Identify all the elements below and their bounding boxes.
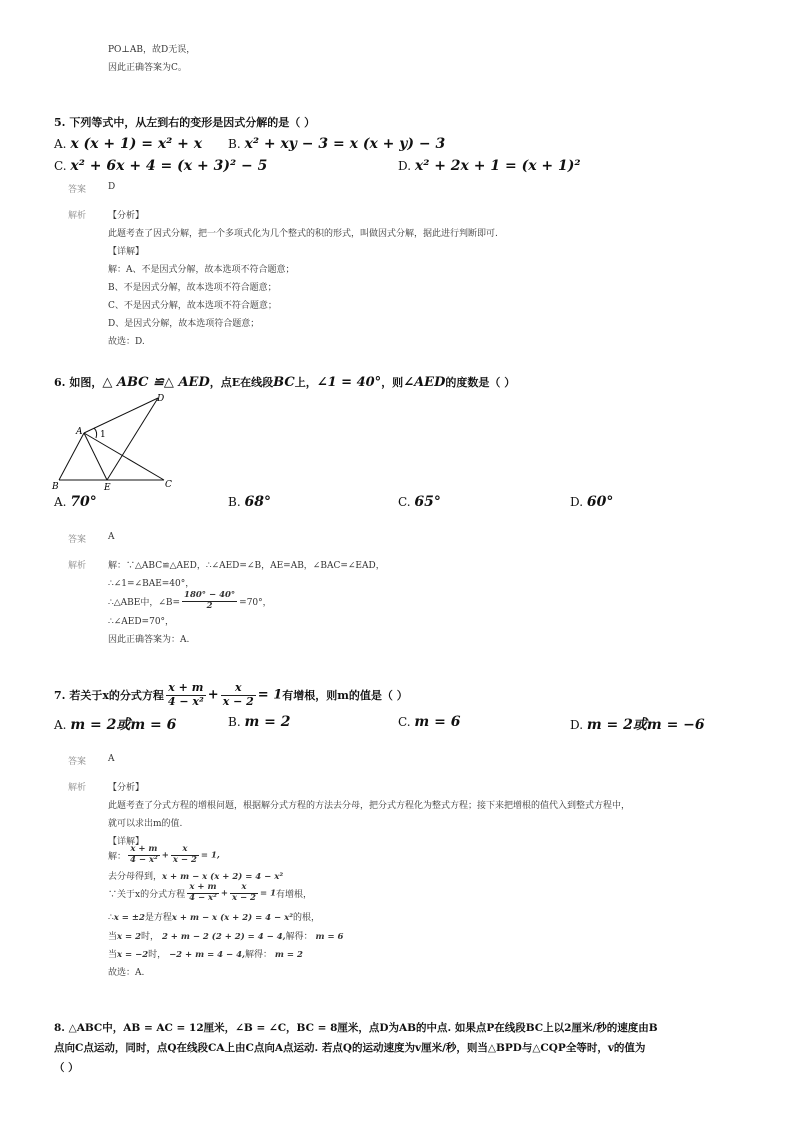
q5-option-d-letter: D. [398, 159, 412, 173]
q6-option-c-expr: 65° [414, 494, 441, 510]
q6-option-b-letter: B. [228, 495, 241, 509]
q7-l10-mid: 时， [148, 950, 167, 960]
q7-analysis-line: 【详解】 [108, 837, 145, 847]
q5-analysis-line: 故选：D. [108, 337, 145, 347]
q5-answer-value: D [108, 182, 116, 192]
q7-l10-x: x = −2 [117, 950, 149, 960]
q5-option-c-expr: x² + 6x + 4 = (x + 3)² − 5 [70, 158, 268, 174]
q7-l7-f1-den: 4 − x² [189, 892, 217, 903]
q5-stem: 5. 下列等式中，从左到右的变形是因式分解的是（ ） [54, 116, 316, 129]
q7-l9-x: x = 2 [117, 932, 142, 942]
q6-stem-aed: ∠AED [403, 375, 446, 390]
q7-analysis-line [108, 869, 283, 882]
q7-l7-plus: + [220, 888, 228, 899]
q6-stem-congruence: △ ABC ≌△ AED [102, 375, 210, 390]
q5-analysis-line: 此题考查了因式分解，把一个多项式化为几个整式的积的形式，叫做因式分解，据此进行判断即可. [108, 229, 498, 239]
q6-option-d[interactable] [570, 494, 613, 510]
q7-option-b-expr: m = 2 [244, 714, 291, 730]
q7-analysis-line: 就可以求出m的值. [108, 819, 183, 829]
q7-option-a-letter: A. [54, 718, 67, 732]
q7-option-b[interactable] [228, 714, 291, 730]
q5-option-c-letter: C. [54, 159, 67, 173]
q7-l10-result: m = 2 [274, 950, 303, 960]
q6-option-a[interactable] [54, 494, 97, 510]
q7-eq: = 1 [257, 687, 283, 703]
q6-analysis-line: 解：∵△ABC≌△AED，∴∠AED=∠B，AE=AB，∠BAC=∠EAD， [108, 561, 385, 571]
q7-l6-prefix: 去分母得到， [108, 872, 163, 882]
q5-option-b-letter: B. [228, 137, 241, 151]
q5-analysis-line: 【分析】 [108, 211, 145, 221]
q7-l5-f1-den: 4 − x² [130, 854, 158, 865]
q7-l5-eq: = 1, [200, 850, 220, 861]
q5-analysis-line: C、不是因式分解，故本选项不符合题意； [108, 301, 277, 311]
q7-l7-f2-den: x − 2 [231, 892, 256, 903]
q6-option-a-letter: A. [54, 495, 67, 509]
q7-analysis-line: 此题考查了分式方程的增根问题，根据解分式方程的方法去分母，把分式方程化为整式方程；接下来把增根的值代入到整式方程中， [108, 801, 631, 811]
q7-stem-prefix: 7. 若关于x的分式方程 [54, 689, 164, 703]
carryover-line-2: 因此正确答案为C。 [108, 63, 187, 73]
q7-l8-prefix: ∴ [108, 913, 114, 923]
q7-l10-prefix: 当 [108, 950, 118, 960]
q7-option-d[interactable] [570, 714, 705, 734]
q7-l7-f2-num: x [230, 883, 258, 894]
q8-stem-line-3: （ ） [54, 1062, 79, 1074]
q6-option-a-expr: 70° [70, 494, 97, 510]
q5-option-d[interactable] [398, 158, 581, 174]
q7-l10-solve: 解得： [245, 950, 273, 960]
q8-stem-line-1: 8. △ABC中，AB = AC = 12厘米，∠B = ∠C，BC = 8厘米，点D为AB的中点. 如果点P在线段BC上以2厘米/秒的速度由B [54, 1022, 658, 1034]
q5-option-a-letter: A. [54, 137, 67, 151]
q6-stem-bc: BC [273, 375, 295, 390]
q7-option-c-letter: C. [398, 715, 411, 729]
q6-option-d-expr: 60° [586, 494, 614, 510]
q7-option-c-expr: m = 6 [414, 714, 461, 730]
q7-l5-plus: + [161, 850, 169, 861]
q6-line3-num: 180° − 40° [184, 590, 236, 600]
q7-l6-expr: x + m − x (x + 2) = 4 − x² [162, 872, 284, 882]
q7-analysis-line [108, 910, 320, 923]
q7-l9-result: m = 6 [315, 932, 344, 942]
q7-l5-f2-den: x − 2 [172, 854, 197, 865]
q5-analysis-label: 解析 [68, 211, 87, 221]
q6-stem [54, 374, 515, 390]
q7-analysis-label: 解析 [68, 783, 87, 793]
q7-option-d-letter: D. [570, 718, 584, 732]
q6-stem-mid3: ，则 [381, 376, 404, 389]
q7-l5-prefix: 解： [108, 851, 127, 862]
q6-triangle-figure [50, 392, 185, 492]
q6-analysis-line [108, 591, 272, 612]
q7-option-a[interactable] [54, 714, 176, 734]
q6-stem-angle: ∠1 = 40° [316, 375, 382, 390]
q6-analysis-label: 解析 [68, 561, 87, 571]
q7-l7-fraction-1 [187, 883, 219, 904]
q5-option-b-expr: x² + xy − 3 = x (x + y) − 3 [244, 136, 446, 152]
q7-l8-suffix: 的根， [292, 913, 320, 923]
figure-label-d: D [157, 394, 165, 404]
figure-label-c: C [165, 480, 172, 490]
q7-stem-suffix: 有增根，则m的值是（ ） [282, 689, 408, 703]
q6-stem-prefix: 6. 如图， [54, 376, 103, 389]
q7-f2-num: x [221, 682, 256, 696]
q5-analysis-line: 解：A、不是因式分解，故本选项不符合题意； [108, 265, 295, 275]
q7-analysis-line: 【分析】 [108, 783, 145, 793]
q7-l7-eq: = 1 [259, 888, 276, 899]
q6-answer-label: 答案 [68, 535, 87, 545]
q6-stem-suffix: 的度数是（ ） [445, 376, 516, 389]
q7-l9-mid: 时， [141, 932, 160, 942]
figure-label-b: B [52, 482, 59, 492]
q7-analysis-line [108, 947, 303, 960]
q6-analysis-line: ∴∠AED=70°， [108, 617, 175, 627]
figure-label-e: E [104, 483, 111, 492]
q7-l7-prefix: ∵关于x的分式方程 [108, 889, 186, 900]
q7-l9-solve: 解得： [285, 932, 313, 942]
q7-l9-expr: 2 + m − 2 (2 + 2) = 4 − 4, [161, 932, 286, 942]
q7-fraction-1 [166, 682, 206, 708]
q7-l7-f1-num: x + m [187, 883, 219, 894]
q5-option-d-expr: x² + 2x + 1 = (x + 1)² [414, 158, 581, 174]
q6-stem-mid2: 上， [294, 376, 317, 389]
q6-option-d-letter: D. [570, 495, 584, 509]
q7-fraction-2 [221, 682, 256, 708]
q5-answer-label: 答案 [68, 185, 87, 195]
q7-l8-expr2: x + m − x (x + 2) = 4 − x² [171, 913, 293, 923]
q6-answer-value: A [108, 532, 115, 542]
q7-l8-mid: 是方程 [144, 913, 172, 923]
q7-option-c[interactable] [398, 714, 460, 730]
q5-option-a-expr: x (x + 1) = x² + x [70, 136, 203, 152]
q7-stem [54, 682, 408, 708]
q6-option-c[interactable] [398, 494, 441, 510]
q6-line3-den: 2 [206, 600, 213, 611]
q6-line3-fraction [182, 591, 237, 612]
q5-analysis-line: 【详解】 [108, 247, 145, 257]
q6-option-b-expr: 68° [244, 494, 271, 510]
q7-plus: + [207, 687, 219, 703]
q7-analysis-line [108, 845, 220, 866]
q6-line3-prefix: ∴△ABE中，∠B= [108, 597, 181, 608]
q7-l5-fraction-1 [128, 845, 160, 866]
q7-analysis-line [108, 883, 312, 904]
q7-f1-den: 4 − x² [167, 694, 204, 708]
q7-f2-den: x − 2 [222, 694, 254, 708]
q8-stem-line-2: 点向C点运动，同时，点Q在线段CA上由C点向A点运动. 若点Q的运动速度为v厘米/秒，则当△BPD与△CQP全等时，v的值为 [54, 1042, 646, 1054]
q7-l9-prefix: 当 [108, 932, 118, 942]
q7-option-d-expr: m = 2或m = −6 [586, 717, 705, 733]
q6-line3-suffix: =70°， [239, 597, 272, 608]
q5-option-c[interactable] [54, 158, 267, 174]
q5-analysis-line: D、是因式分解，故本选项符合题意； [108, 319, 260, 329]
q7-l7-suffix: 有增根， [275, 889, 312, 900]
q7-option-b-letter: B. [228, 715, 241, 729]
figure-label-angle-1: 1 [100, 430, 106, 440]
q5-option-a[interactable] [54, 136, 202, 152]
q6-analysis-line: ∴∠1=∠BAE=40°， [108, 579, 195, 589]
q7-analysis-line [108, 929, 343, 942]
figure-label-a: A [76, 427, 83, 437]
q7-f1-num: x + m [166, 682, 206, 696]
q7-l5-f2-num: x [171, 845, 199, 856]
q6-option-b[interactable] [228, 494, 271, 510]
q7-option-a-expr: m = 2或m = 6 [70, 717, 177, 733]
carryover-line-1: PO⊥AB，故D无误， [108, 45, 196, 55]
q6-analysis-line: 因此正确答案为：A. [108, 635, 190, 645]
q7-answer-label: 答案 [68, 757, 87, 767]
q6-stem-mid: ，点E在线段 [209, 376, 274, 389]
q7-l5-f1-num: x + m [128, 845, 160, 856]
q7-l7-fraction-2 [230, 883, 258, 904]
q5-option-b[interactable] [228, 136, 445, 152]
q7-l8-expr: x = ±2 [113, 913, 145, 923]
q7-analysis-line: 故选：A. [108, 968, 145, 978]
q7-l5-fraction-2 [171, 845, 199, 866]
q6-option-c-letter: C. [398, 495, 411, 509]
q7-answer-value: A [108, 754, 115, 764]
q7-l10-expr: −2 + m = 4 − 4, [169, 950, 246, 960]
q5-analysis-line: B、不是因式分解，故本选项不符合题意； [108, 283, 277, 293]
